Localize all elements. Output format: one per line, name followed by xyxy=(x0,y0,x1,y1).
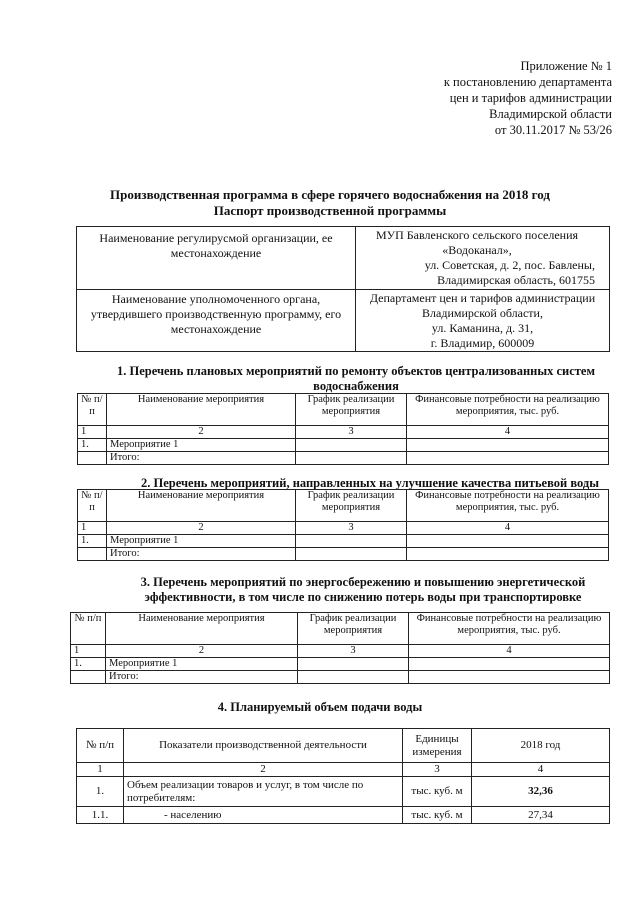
table-row xyxy=(71,658,610,671)
annex-block xyxy=(352,58,612,138)
row-num: 1. xyxy=(77,777,124,807)
row-schedule xyxy=(296,439,407,452)
row-name: Мероприятие 1 xyxy=(106,658,298,671)
passport-value-line: ул. Каманина, д. 31, xyxy=(431,320,534,335)
annex-line: цен и тарифов администрации xyxy=(449,91,612,105)
section2-table xyxy=(77,489,609,561)
total-label: Итого: xyxy=(107,452,296,465)
row-name: Мероприятие 1 xyxy=(107,535,296,548)
header-num: № п/п xyxy=(77,729,124,763)
total-schedule xyxy=(296,548,407,561)
passport-table xyxy=(76,226,610,352)
header-year: 2018 год xyxy=(472,729,610,763)
total-row xyxy=(78,548,609,561)
col-index: 3 xyxy=(296,426,407,439)
row-value: 32,36 xyxy=(472,777,610,807)
header-name: Наименование мероприятия xyxy=(107,394,296,426)
col-index: 3 xyxy=(296,522,407,535)
header-schedule: График реализации мероприятия xyxy=(296,490,407,522)
passport-value-line: Департамент цен и тарифов администрации xyxy=(369,290,596,305)
col-index: 1 xyxy=(78,426,107,439)
annex-line: к постановлению департамента xyxy=(443,75,612,89)
row-value: 27,34 xyxy=(472,807,610,824)
header-name: Наименование мероприятия xyxy=(106,613,298,645)
header-finance: Финансовые потребности на реализацию мероприятия, тыс. руб. xyxy=(407,490,609,522)
table-row xyxy=(78,439,609,452)
col-index: 4 xyxy=(472,763,610,777)
col-index: 1 xyxy=(71,645,106,658)
row-indicator: Объем реализации товаров и услуг, в том числе по потребителям: xyxy=(124,777,403,807)
header-num: № п/п xyxy=(78,490,107,522)
row-unit: тыс. куб. м xyxy=(403,807,472,824)
col-index: 2 xyxy=(124,763,403,777)
passport-value xyxy=(356,290,610,352)
header-num: № п/п xyxy=(78,394,107,426)
col-index: 2 xyxy=(107,522,296,535)
table-row xyxy=(77,777,610,807)
annex-line: от 30.11.2017 № 53/26 xyxy=(494,123,612,137)
total-num xyxy=(78,452,107,465)
row-num: 1.1. xyxy=(77,807,124,824)
total-label: Итого: xyxy=(107,548,296,561)
annex-line: Приложение № 1 xyxy=(520,59,612,73)
header-finance: Финансовые потребности на реализацию мероприятия, тыс. руб. xyxy=(407,394,609,426)
row-finance xyxy=(409,658,610,671)
total-schedule xyxy=(298,671,409,684)
header-unit: Единицы измерения xyxy=(403,729,472,763)
row-num: 1. xyxy=(71,658,106,671)
row-name: Мероприятие 1 xyxy=(107,439,296,452)
row-schedule xyxy=(296,535,407,548)
passport-value-line: Владимирской области, xyxy=(422,305,543,320)
row-num: 1. xyxy=(78,535,107,548)
passport-value-line: «Водоканал», xyxy=(442,243,512,257)
section4-title: 4. Планируемый объем подачи воды xyxy=(217,700,423,714)
total-num xyxy=(78,548,107,561)
col-index: 4 xyxy=(407,426,609,439)
header-schedule: График реализации мероприятия xyxy=(298,613,409,645)
passport-label: Наименование уполномоченного органа, утвердившего производственную программу, его местонахождение xyxy=(77,290,356,352)
section1-title: 1. Перечень плановых мероприятий по ремонту объектов централизованных систем водоснабжения xyxy=(117,364,595,393)
passport-label: Наименование регулирусмой организации, ее местонахождение xyxy=(77,227,356,290)
table-row xyxy=(77,807,610,824)
col-index: 3 xyxy=(298,645,409,658)
col-index: 2 xyxy=(107,426,296,439)
section3-table xyxy=(70,612,610,684)
col-index: 3 xyxy=(403,763,472,777)
total-label: Итого: xyxy=(106,671,298,684)
total-row xyxy=(71,671,610,684)
header-finance: Финансовые потребности на реализацию мероприятия, тыс. руб. xyxy=(409,613,610,645)
header-schedule: График реализации мероприятия xyxy=(296,394,407,426)
col-index: 1 xyxy=(78,522,107,535)
row-num: 1. xyxy=(78,439,107,452)
title-line: Производственная программа в сфере горячего водоснабжения на 2018 год xyxy=(110,187,550,202)
total-num xyxy=(71,671,106,684)
passport-value-line: ул. Советская, д. 2, пос. Бавлены, xyxy=(424,258,595,272)
row-finance xyxy=(407,439,609,452)
section3-title: 3. Перечень мероприятий по энергосбережению и повышению энергетической эффективности, в том числе по снижению потерь воды при транспортировке xyxy=(140,575,586,604)
header-num: № п/п xyxy=(71,613,106,645)
total-finance xyxy=(409,671,610,684)
volume-table xyxy=(76,728,610,824)
total-finance xyxy=(407,548,609,561)
annex-line: Владимирской области xyxy=(489,107,612,121)
total-finance xyxy=(407,452,609,465)
row-unit: тыс. куб. м xyxy=(403,777,472,807)
row-finance xyxy=(407,535,609,548)
total-row xyxy=(78,452,609,465)
title-subline: Паспорт производственной программы xyxy=(213,203,447,218)
row-indicator: - населению xyxy=(124,807,403,824)
total-schedule xyxy=(296,452,407,465)
header-name: Наименование мероприятия xyxy=(107,490,296,522)
section1-table xyxy=(77,393,609,465)
passport-value-line: МУП Бавленского сельского поселения xyxy=(375,228,579,242)
header-indicator: Показатели производственной деятельности xyxy=(124,729,403,763)
passport-value-line: Владимирская область, 601755 xyxy=(437,273,595,287)
section2-title: 2. Перечень мероприятий, направленных на улучшение качества питьевой воды xyxy=(141,476,599,490)
document-title xyxy=(60,187,600,219)
col-index: 4 xyxy=(407,522,609,535)
table-row xyxy=(78,535,609,548)
passport-value-line: г. Владимир, 600009 xyxy=(430,335,535,350)
col-index: 1 xyxy=(77,763,124,777)
col-index: 2 xyxy=(106,645,298,658)
col-index: 4 xyxy=(409,645,610,658)
passport-value xyxy=(356,227,610,290)
row-schedule xyxy=(298,658,409,671)
